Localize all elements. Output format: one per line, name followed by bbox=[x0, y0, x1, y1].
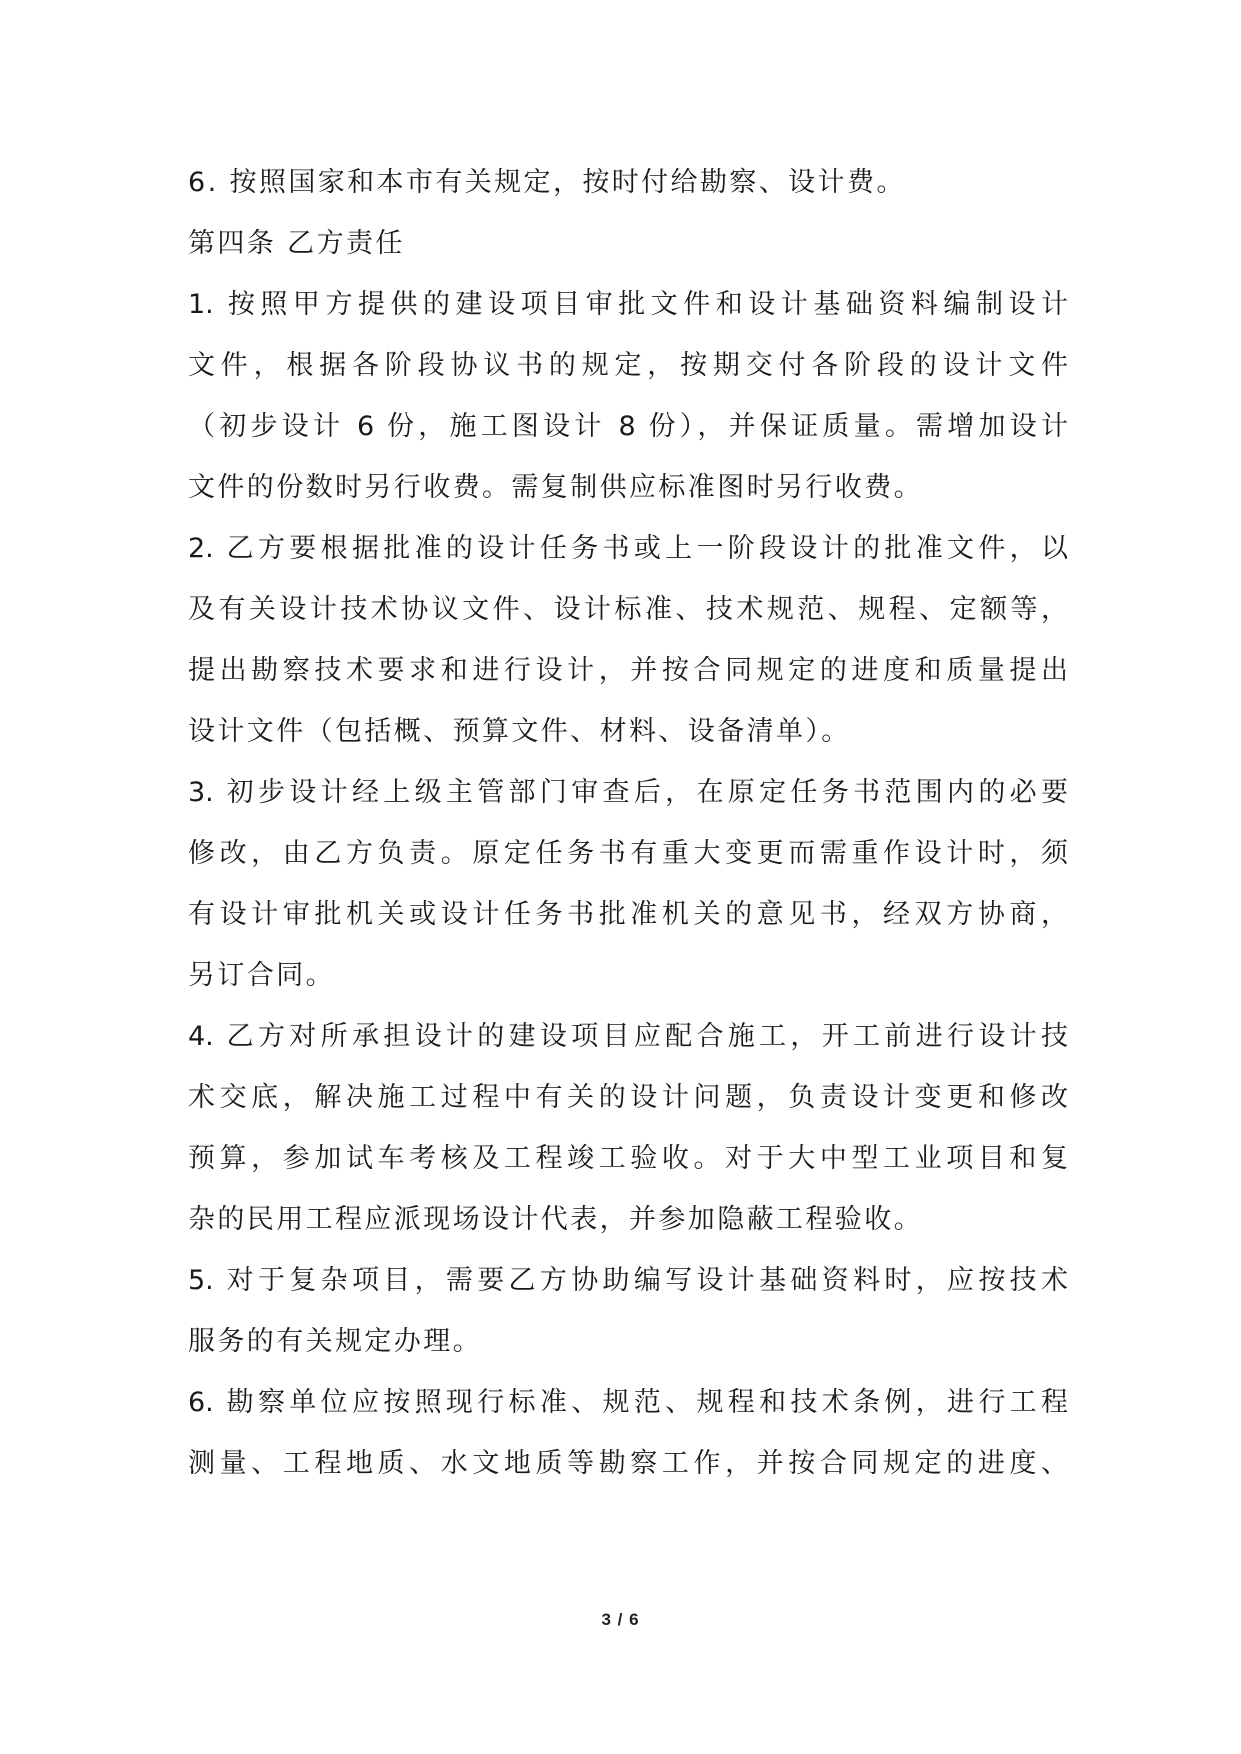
document-body bbox=[188, 152, 1068, 1494]
text-line-clause-2: 提出勘察技术要求和进行设计，并按合同规定的进度和质量提出 bbox=[188, 655, 1068, 686]
text-line-clause-1: （初步设计 6 份，施工图设计 8 份），并保证质量。需增加设计 bbox=[188, 411, 1068, 442]
section-heading-article-4: 第四条 乙方责任 bbox=[188, 228, 405, 259]
text-line-clause-3: 3. 初步设计经上级主管部门审查后，在原定任务书范围内的必要 bbox=[188, 777, 1068, 808]
text-line-clause-1: 文件的份数时另行收费。需复制供应标准图时另行收费。 bbox=[188, 472, 923, 503]
text-line-clause-2: 2. 乙方要根据批准的设计任务书或上一阶段设计的批准文件，以 bbox=[188, 533, 1068, 564]
text-line-clause-6: 测量、工程地质、水文地质等勘察工作，并按合同规定的进度、 bbox=[188, 1448, 1068, 1479]
text-line-clause-4: 术交底，解决施工过程中有关的设计问题，负责设计变更和修改 bbox=[188, 1082, 1068, 1113]
text-line-clause-3: 有设计审批机关或设计任务书批准机关的意见书，经双方协商， bbox=[188, 899, 1068, 930]
text-line-clause-1: 1. 按照甲方提供的建设项目审批文件和设计基础资料编制设计 bbox=[188, 289, 1068, 320]
text-line-clause-4: 4. 乙方对所承担设计的建设项目应配合施工，开工前进行设计技 bbox=[188, 1021, 1068, 1052]
text-line-clause-3: 修改，由乙方负责。原定任务书有重大变更而需重作设计时，须 bbox=[188, 838, 1068, 869]
text-line-clause-1: 文件，根据各阶段协议书的规定，按期交付各阶段的设计文件 bbox=[188, 350, 1068, 381]
text-line-clause-2: 及有关设计技术协议文件、设计标准、技术规范、规程、定额等， bbox=[188, 594, 1068, 625]
text-line-clause-4: 预算，参加试车考核及工程竣工验收。对于大中型工业项目和复 bbox=[188, 1143, 1068, 1174]
text-line-clause-5: 服务的有关规定办理。 bbox=[188, 1326, 482, 1357]
text-line-clause-3: 另订合同。 bbox=[188, 960, 335, 991]
page-number: 3 / 6 bbox=[601, 1610, 640, 1629]
text-line-clause-4: 杂的民用工程应派现场设计代表，并参加隐蔽工程验收。 bbox=[188, 1204, 923, 1235]
text-line-clause-5: 5. 对于复杂项目，需要乙方协助编写设计基础资料时，应按技术 bbox=[188, 1265, 1068, 1296]
text-line-clause-2: 设计文件（包括概、预算文件、材料、设备清单）。 bbox=[188, 716, 851, 747]
text-line-clause-6: 6. 勘察单位应按照现行标准、规范、规程和技术条例，进行工程 bbox=[188, 1387, 1068, 1418]
text-line-clause-6-payment: 6. 按照国家和本市有关规定，按时付给勘察、设计费。 bbox=[188, 167, 906, 198]
